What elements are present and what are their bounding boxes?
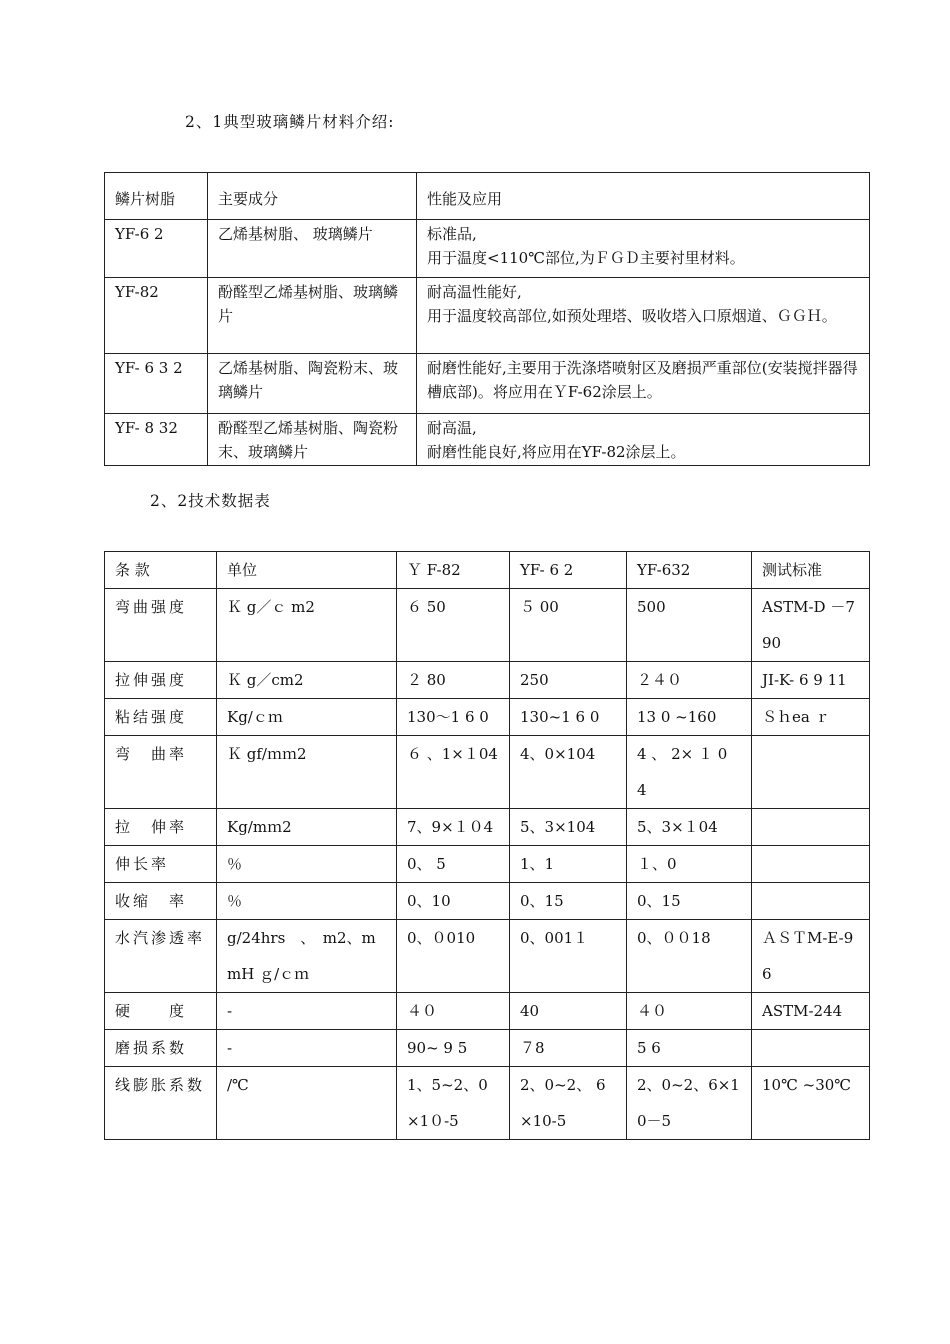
section-title-tech-data: 2、2技术数据表	[150, 492, 271, 510]
unit-cell: Kg/ｃｍ	[217, 699, 397, 736]
header-cell: 性能及应用	[417, 173, 870, 220]
yf632-cell: 5、3×１04	[627, 809, 752, 846]
unit-cell: /℃	[217, 1067, 397, 1140]
table-row	[105, 220, 870, 278]
header-cell: 主要成分	[208, 173, 417, 220]
yf632-cell: 0、００18	[627, 920, 752, 993]
unit-cell: Ｋ g／ｃ m2	[217, 589, 397, 662]
standard-cell	[752, 736, 870, 809]
table-row	[105, 414, 870, 466]
yf62-cell: 0、001１	[510, 920, 627, 993]
yf62-cell: 40	[510, 993, 627, 1030]
yf62-cell: ５ 00	[510, 589, 627, 662]
table-row	[105, 736, 870, 809]
yf632-cell: 5 6	[627, 1030, 752, 1067]
yf82-cell: ２ 80	[397, 662, 510, 699]
yf62-cell: 0、15	[510, 883, 627, 920]
table-row	[105, 699, 870, 736]
yf62-cell: 2、0~2、 6 ×10-5	[510, 1067, 627, 1140]
standard-cell: Ｓｈea ｒ	[752, 699, 870, 736]
standard-cell: JI-K- 6 9 11	[752, 662, 870, 699]
composition-cell: 乙烯基树脂、陶瓷粉末、玻璃鳞片	[208, 354, 417, 414]
table-row	[105, 278, 870, 354]
standard-cell: ASTM-D －790	[752, 589, 870, 662]
materials-table	[104, 172, 870, 466]
composition-cell: 乙烯基树脂、 玻璃鳞片	[208, 220, 417, 278]
performance-line: 用于温度<110℃部位,为ＦＧＤ主要衬里材料。	[427, 249, 745, 267]
performance-line: 标准品,	[427, 225, 477, 243]
standard-cell	[752, 1030, 870, 1067]
standard-cell	[752, 883, 870, 920]
header-cell: 测试标准	[752, 552, 870, 589]
standard-cell: 10℃ ~30℃	[752, 1067, 870, 1140]
yf632-cell: １、0	[627, 846, 752, 883]
unit-cell: ％	[217, 883, 397, 920]
yf82-cell: 90~ 9 5	[397, 1030, 510, 1067]
item-cell: 磨损系数	[105, 1030, 217, 1067]
standard-cell: ASTM-244	[752, 993, 870, 1030]
yf82-cell: 0、10	[397, 883, 510, 920]
yf82-cell: 1、5~2、0×1０-5	[397, 1067, 510, 1140]
performance-line: 耐磨性能良好,将应用在YF-82涂层上。	[427, 443, 686, 461]
yf82-cell: ６ 、1×１04	[397, 736, 510, 809]
item-cell: 水汽渗透率	[105, 920, 217, 993]
composition-cell: 酚醛型乙烯基树脂、陶瓷粉末、玻璃鳞片	[208, 414, 417, 466]
unit-cell: Ｋ gf/ｍｍ2	[217, 736, 397, 809]
unit-cell: -	[217, 1030, 397, 1067]
table-row	[105, 589, 870, 662]
yf632-cell: 0、15	[627, 883, 752, 920]
unit-cell: -	[217, 993, 397, 1030]
item-cell: 弯 曲率	[105, 736, 217, 809]
yf62-cell: 5、3×104	[510, 809, 627, 846]
performance-cell	[417, 220, 870, 278]
table-header-row	[105, 173, 870, 220]
yf82-cell: 7、9×１０4	[397, 809, 510, 846]
table-row	[105, 1030, 870, 1067]
table-row	[105, 662, 870, 699]
table-row	[105, 883, 870, 920]
table-row	[105, 354, 870, 414]
header-cell: YF-632	[627, 552, 752, 589]
tech-data-table	[104, 551, 870, 1140]
yf62-cell: 130~1 6 0	[510, 699, 627, 736]
yf82-cell: ４０	[397, 993, 510, 1030]
unit-cell: g/24hrs 、 m2、mmH ｇ/ｃｍ	[217, 920, 397, 993]
unit-cell: ％	[217, 846, 397, 883]
performance-line: 用于温度较高部位,如预处理塔、吸收塔入口原烟道、ＧＧＨ。	[427, 307, 837, 325]
header-cell: 单位	[217, 552, 397, 589]
item-cell: 收缩 率	[105, 883, 217, 920]
yf82-cell: 0、０010	[397, 920, 510, 993]
standard-cell: ＡＳＴM-E-9 6	[752, 920, 870, 993]
performance-cell	[417, 354, 870, 414]
table-row	[105, 1067, 870, 1140]
resin-cell: YF- 8 32	[105, 414, 208, 466]
section-title-materials: 2、1典型玻璃鳞片材料介绍:	[185, 113, 395, 131]
yf62-cell: 1、1	[510, 846, 627, 883]
yf632-cell: 2、0~2、6×10－5	[627, 1067, 752, 1140]
composition-cell: 酚醛型乙烯基树脂、玻璃鳞片	[208, 278, 417, 354]
table-row	[105, 920, 870, 993]
yf62-cell: ７8	[510, 1030, 627, 1067]
header-cell: 条 款	[105, 552, 217, 589]
yf632-cell: 500	[627, 589, 752, 662]
item-cell: 弯曲强度	[105, 589, 217, 662]
item-cell: 拉伸强度	[105, 662, 217, 699]
yf632-cell: ４０	[627, 993, 752, 1030]
resin-cell: YF- 6 3 2	[105, 354, 208, 414]
table-header-row	[105, 552, 870, 589]
item-cell: 伸长率	[105, 846, 217, 883]
performance-line: 耐高温,	[427, 419, 477, 437]
yf62-cell: 4、0×104	[510, 736, 627, 809]
yf82-cell: 130～1 6 0	[397, 699, 510, 736]
table-row	[105, 846, 870, 883]
yf82-cell: 0、 5	[397, 846, 510, 883]
item-cell: 硬 度	[105, 993, 217, 1030]
performance-line: 耐高温性能好,	[427, 283, 522, 301]
header-cell: 鳞片树脂	[105, 173, 208, 220]
yf632-cell: 13 0 ~160	[627, 699, 752, 736]
item-cell: 粘结强度	[105, 699, 217, 736]
yf632-cell: 4 、 2× １ 0 4	[627, 736, 752, 809]
performance-line: 耐磨性能好,主要用于洗涤塔喷射区及磨损严重部位(安装搅拌器得槽底部)。将应用在ＹF-62涂层上。	[427, 359, 858, 401]
resin-cell: YF-82	[105, 278, 208, 354]
unit-cell: Kg/mｍ2	[217, 809, 397, 846]
item-cell: 线膨胀系数	[105, 1067, 217, 1140]
item-cell: 拉 伸率	[105, 809, 217, 846]
yf82-cell: ６ 50	[397, 589, 510, 662]
header-cell: YF- 6 2	[510, 552, 627, 589]
table-row	[105, 993, 870, 1030]
standard-cell	[752, 809, 870, 846]
table-row	[105, 809, 870, 846]
yf62-cell: 250	[510, 662, 627, 699]
resin-cell: YF-6 2	[105, 220, 208, 278]
unit-cell: Ｋ g／cm2	[217, 662, 397, 699]
standard-cell	[752, 846, 870, 883]
performance-cell	[417, 278, 870, 354]
header-cell: Ｙ F-82	[397, 552, 510, 589]
yf632-cell: ２４０	[627, 662, 752, 699]
performance-cell	[417, 414, 870, 466]
